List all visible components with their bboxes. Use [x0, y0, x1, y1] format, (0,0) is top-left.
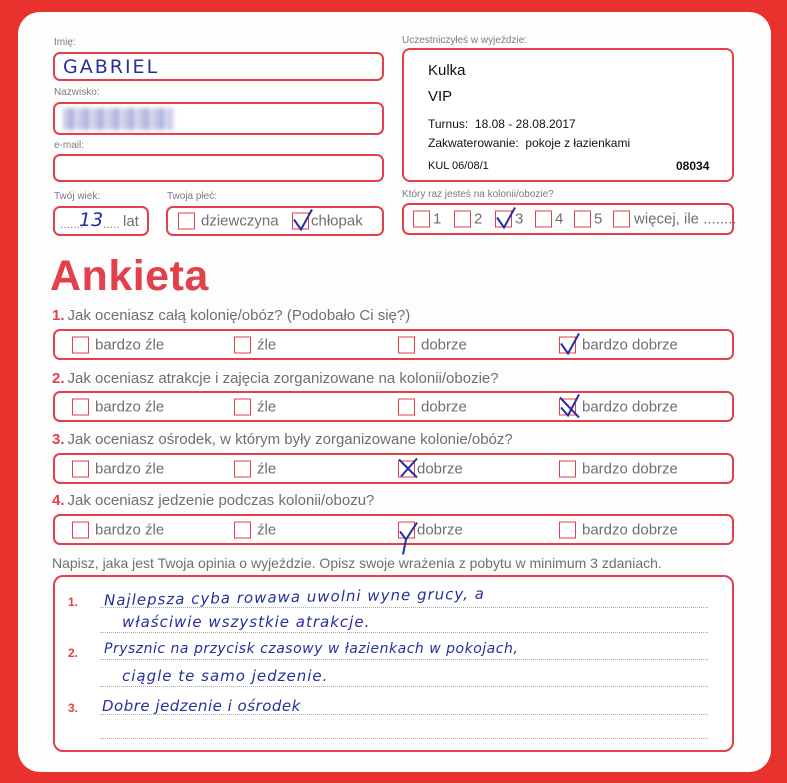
question-3: 3. Jak oceniasz ośrodek, w którym były zorganizowane kolonie/obóz?	[52, 431, 513, 448]
question-4: 4. Jak oceniasz jedzenie podczas kolonii/obozu?	[52, 492, 375, 509]
times-option-5[interactable]	[574, 211, 602, 228]
q4-option-good[interactable]	[398, 521, 463, 538]
option-label: bardzo dobrze	[582, 521, 678, 538]
times-option-4[interactable]	[535, 211, 563, 228]
checkbox[interactable]	[72, 460, 89, 477]
camp-tier: VIP	[428, 88, 453, 105]
option-label: dziewczyna	[201, 212, 279, 230]
q4-option-bad[interactable]	[234, 521, 276, 538]
checkbox-checked[interactable]	[559, 398, 576, 415]
q3-option-good[interactable]	[398, 460, 463, 477]
opinion-line-5: Dobre jedzenie i ośrodek	[102, 697, 301, 715]
checkbox[interactable]	[413, 211, 430, 228]
answer-row-3	[53, 453, 734, 484]
checkbox-checked[interactable]	[398, 460, 415, 477]
times-label: Który raz jesteś na kolonii/obozie?	[402, 189, 554, 200]
checkbox-checked[interactable]	[559, 336, 576, 353]
opinion-prompt: Napisz, jaka jest Twoja opinia o wyjeździe. Opisz swoje wrażenia z pobytu w minimum 3 zdaniach.	[52, 555, 662, 571]
checkmark-icon	[291, 208, 315, 234]
checkbox-checked[interactable]	[495, 211, 512, 228]
q3-option-very-good[interactable]	[559, 460, 678, 477]
email-field[interactable]	[53, 154, 384, 182]
option-label: bardzo dobrze	[582, 336, 678, 353]
option-label: 3	[515, 210, 524, 228]
camp-info-box	[402, 48, 734, 182]
option-label: źle	[257, 398, 277, 415]
q2-option-good[interactable]	[398, 398, 467, 415]
camp-code: KUL 06/08/1	[428, 160, 489, 172]
option-label: 1	[433, 210, 442, 228]
gender-field	[166, 206, 384, 236]
option-label: chłopak	[311, 212, 363, 230]
checkbox[interactable]	[613, 211, 630, 228]
times-option-2[interactable]	[454, 211, 482, 228]
q2-option-very-good[interactable]	[559, 398, 678, 415]
camp-label: Uczestniczyłeś w wyjeździe:	[402, 35, 528, 46]
q2-option-bad[interactable]	[234, 398, 276, 415]
option-label: dobrze	[421, 398, 467, 415]
checkmark-icon	[494, 206, 518, 232]
q3-option-very-bad[interactable]	[72, 460, 164, 477]
checkmark-icon	[558, 331, 582, 357]
q1-option-good[interactable]	[398, 336, 467, 353]
option-label: bardzo dobrze	[582, 398, 678, 415]
camp-turnus: Turnus: 18.08 - 28.08.2017	[428, 117, 576, 131]
q1-option-very-good[interactable]	[559, 336, 678, 353]
gender-option-boy[interactable]	[292, 213, 363, 230]
option-label: więcej, ile ........	[634, 210, 737, 228]
opinion-num-3: 3.	[68, 701, 79, 715]
option-label: źle	[257, 336, 277, 353]
cross-mark-icon	[558, 393, 582, 419]
opinion-num-1: 1.	[68, 595, 79, 609]
times-option-1[interactable]	[413, 211, 441, 228]
option-label: bardzo źle	[95, 398, 165, 415]
option-label: 5	[594, 210, 603, 228]
checkbox[interactable]	[559, 460, 576, 477]
camp-accommodation: Zakwaterowanie: pokoje z łazienkami	[428, 136, 631, 150]
checkbox[interactable]	[535, 211, 552, 228]
line-rule	[100, 738, 708, 739]
gender-label: Twoja płeć:	[167, 191, 218, 202]
option-label: 2	[474, 210, 483, 228]
option-label: bardzo źle	[95, 521, 165, 538]
age-label: Twój wiek:	[54, 191, 101, 202]
opinion-line-4: ciągle te samo jedzenie.	[122, 667, 329, 685]
gender-option-girl[interactable]	[178, 213, 279, 230]
option-label: 4	[555, 210, 564, 228]
checkbox[interactable]	[234, 460, 251, 477]
checkmark-icon	[397, 514, 421, 554]
checkbox[interactable]	[574, 211, 591, 228]
checkbox[interactable]	[178, 213, 195, 230]
q3-option-bad[interactable]	[234, 460, 276, 477]
q1-option-very-bad[interactable]	[72, 336, 164, 353]
surname-label: Nazwisko:	[54, 87, 100, 98]
line-rule	[100, 632, 708, 633]
name-value: GABRIEL	[63, 56, 160, 78]
name-field[interactable]	[53, 52, 384, 81]
checkbox[interactable]	[398, 398, 415, 415]
option-label: dobrze	[421, 336, 467, 353]
q4-option-very-good[interactable]	[559, 521, 678, 538]
option-label: bardzo dobrze	[582, 460, 678, 477]
checkbox[interactable]	[234, 521, 251, 538]
option-label: źle	[257, 521, 277, 538]
camp-name: Kulka	[428, 62, 466, 79]
checkbox[interactable]	[72, 398, 89, 415]
option-label: bardzo źle	[95, 336, 165, 353]
camp-number: 08034	[676, 159, 710, 173]
checkbox-checked[interactable]	[292, 213, 309, 230]
checkbox[interactable]	[72, 336, 89, 353]
email-label: e-mail:	[54, 140, 85, 151]
option-label: dobrze	[417, 460, 463, 477]
surname-redacted	[63, 108, 173, 130]
opinion-num-2: 2.	[68, 646, 79, 660]
checkbox[interactable]	[234, 398, 251, 415]
age-field[interactable]	[53, 206, 149, 236]
option-label: dobrze	[417, 521, 463, 538]
line-rule	[100, 686, 708, 687]
age-value: 13	[79, 209, 104, 231]
checkbox[interactable]	[559, 521, 576, 538]
line-rule	[100, 659, 708, 660]
q1-option-bad[interactable]	[234, 336, 276, 353]
checkbox-checked[interactable]	[398, 521, 415, 538]
question-2: 2. Jak oceniasz atrakcje i zajęcia zorganizowane na kolonii/obozie?	[52, 370, 499, 387]
option-label: źle	[257, 460, 277, 477]
name-label: Imię:	[54, 37, 76, 48]
checkbox[interactable]	[398, 336, 415, 353]
q4-option-very-bad[interactable]	[72, 521, 164, 538]
age-dots-left: .......	[60, 217, 84, 231]
checkbox[interactable]	[72, 521, 89, 538]
times-option-3[interactable]	[495, 211, 523, 228]
answer-row-2	[53, 391, 734, 422]
age-dots-right: .....	[103, 217, 120, 231]
answer-row-1	[53, 329, 734, 360]
option-label: bardzo źle	[95, 460, 165, 477]
survey-title: Ankieta	[50, 252, 209, 300]
opinion-line-1: Najlepsza cyba rowawa uwolni wyne grucy, a	[103, 584, 486, 610]
checkbox[interactable]	[454, 211, 471, 228]
age-unit: lat	[123, 213, 139, 230]
answer-row-4	[53, 514, 734, 545]
opinion-line-2: właściwie wszystkie atrakcje.	[122, 613, 371, 631]
times-field	[402, 203, 737, 235]
cross-mark-icon	[397, 455, 421, 481]
times-option-more[interactable]	[613, 211, 737, 228]
question-1: 1. Jak oceniasz całą kolonię/obóz? (Podobało Ci się?)	[52, 307, 411, 324]
opinion-line-3: Prysznic na przycisk czasowy w łazienkach w pokojach,	[104, 641, 519, 657]
checkbox[interactable]	[234, 336, 251, 353]
q2-option-very-bad[interactable]	[72, 398, 164, 415]
